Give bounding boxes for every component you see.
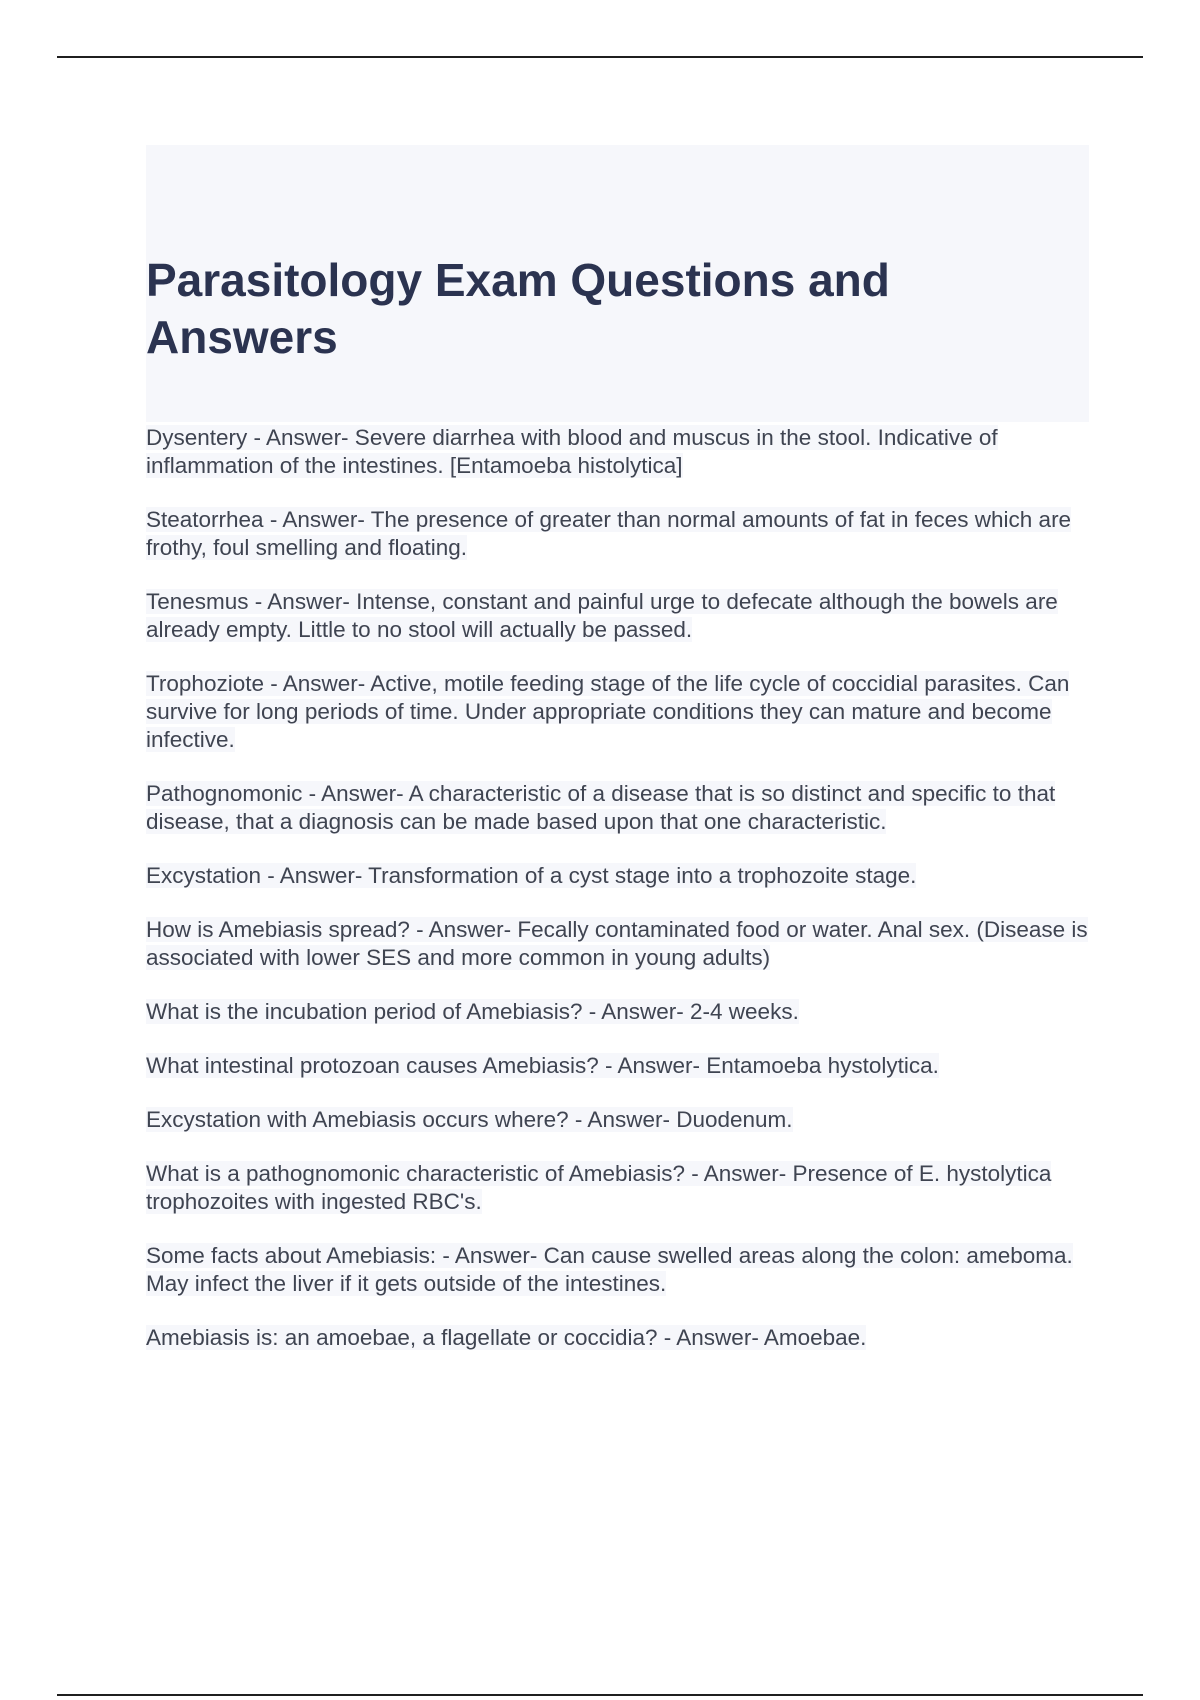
qa-text: Dysentery - Answer- Severe diarrhea with blood and muscus in the stool. Indicative of inflammation of the intestines. [Entamoeba histolytica]: [146, 425, 998, 478]
qa-list: [146, 424, 1096, 1378]
qa-text: Excystation - Answer- Transformation of a cyst stage into a trophozoite stage.: [146, 863, 917, 888]
qa-text: Excystation with Amebiasis occurs where? - Answer- Duodenum.: [146, 1107, 793, 1132]
qa-entry-excystation: [146, 862, 1096, 890]
top-rule: [57, 56, 1143, 58]
qa-entry-dysentery: [146, 424, 1096, 480]
bottom-rule: [57, 1694, 1143, 1696]
qa-entry-pathognomonic: [146, 780, 1096, 836]
qa-text: Some facts about Amebiasis: - Answer- Can cause swelled areas along the colon: ameboma. May infect the liver if it gets outside of the intestines.: [146, 1243, 1073, 1296]
qa-entry-trophoziote: [146, 670, 1096, 754]
qa-entry-amebiasis-classification: [146, 1324, 1096, 1352]
qa-entry-tenesmus: [146, 588, 1096, 644]
qa-entry-steatorrhea: [146, 506, 1096, 562]
qa-text: Trophoziote - Answer- Active, motile feeding stage of the life cycle of coccidial parasites. Can survive for long periods of time. Under appropriate conditions they can mature and become infective.: [146, 671, 1070, 752]
qa-entry-causative-protozoan: [146, 1052, 1096, 1080]
document-title: Parasitology Exam Questions and Answers: [146, 254, 890, 363]
qa-text: Tenesmus - Answer- Intense, constant and painful urge to defecate although the bowels are already empty. Little to no stool will actually be passed.: [146, 589, 1058, 642]
qa-entry-incubation-period: [146, 998, 1096, 1026]
qa-entry-amebiasis-facts: [146, 1242, 1096, 1298]
qa-text: Steatorrhea - Answer- The presence of greater than normal amounts of fat in feces which are frothy, foul smelling and floating.: [146, 507, 1072, 560]
qa-text: What is a pathognomonic characteristic of Amebiasis? - Answer- Presence of E. hystolytica trophozoites with ingested RBC's.: [146, 1161, 1052, 1214]
qa-text: How is Amebiasis spread? - Answer- Fecally contaminated food or water. Anal sex. (Disease is associated with lower SES and more common in young adults): [146, 917, 1088, 970]
qa-text: What is the incubation period of Amebiasis? - Answer- 2-4 weeks.: [146, 999, 799, 1024]
qa-text: Amebiasis is: an amoebae, a flagellate or coccidia? - Answer- Amoebae.: [146, 1325, 867, 1350]
qa-entry-pathognomonic-characteristic: [146, 1160, 1096, 1216]
qa-entry-excystation-site: [146, 1106, 1096, 1134]
qa-text: Pathognomonic - Answer- A characteristic of a disease that is so distinct and specific to that disease, that a diagnosis can be made based upon that one characteristic.: [146, 781, 1056, 834]
qa-entry-amebiasis-spread: [146, 916, 1096, 972]
qa-text: What intestinal protozoan causes Amebiasis? - Answer- Entamoeba hystolytica.: [146, 1053, 939, 1078]
